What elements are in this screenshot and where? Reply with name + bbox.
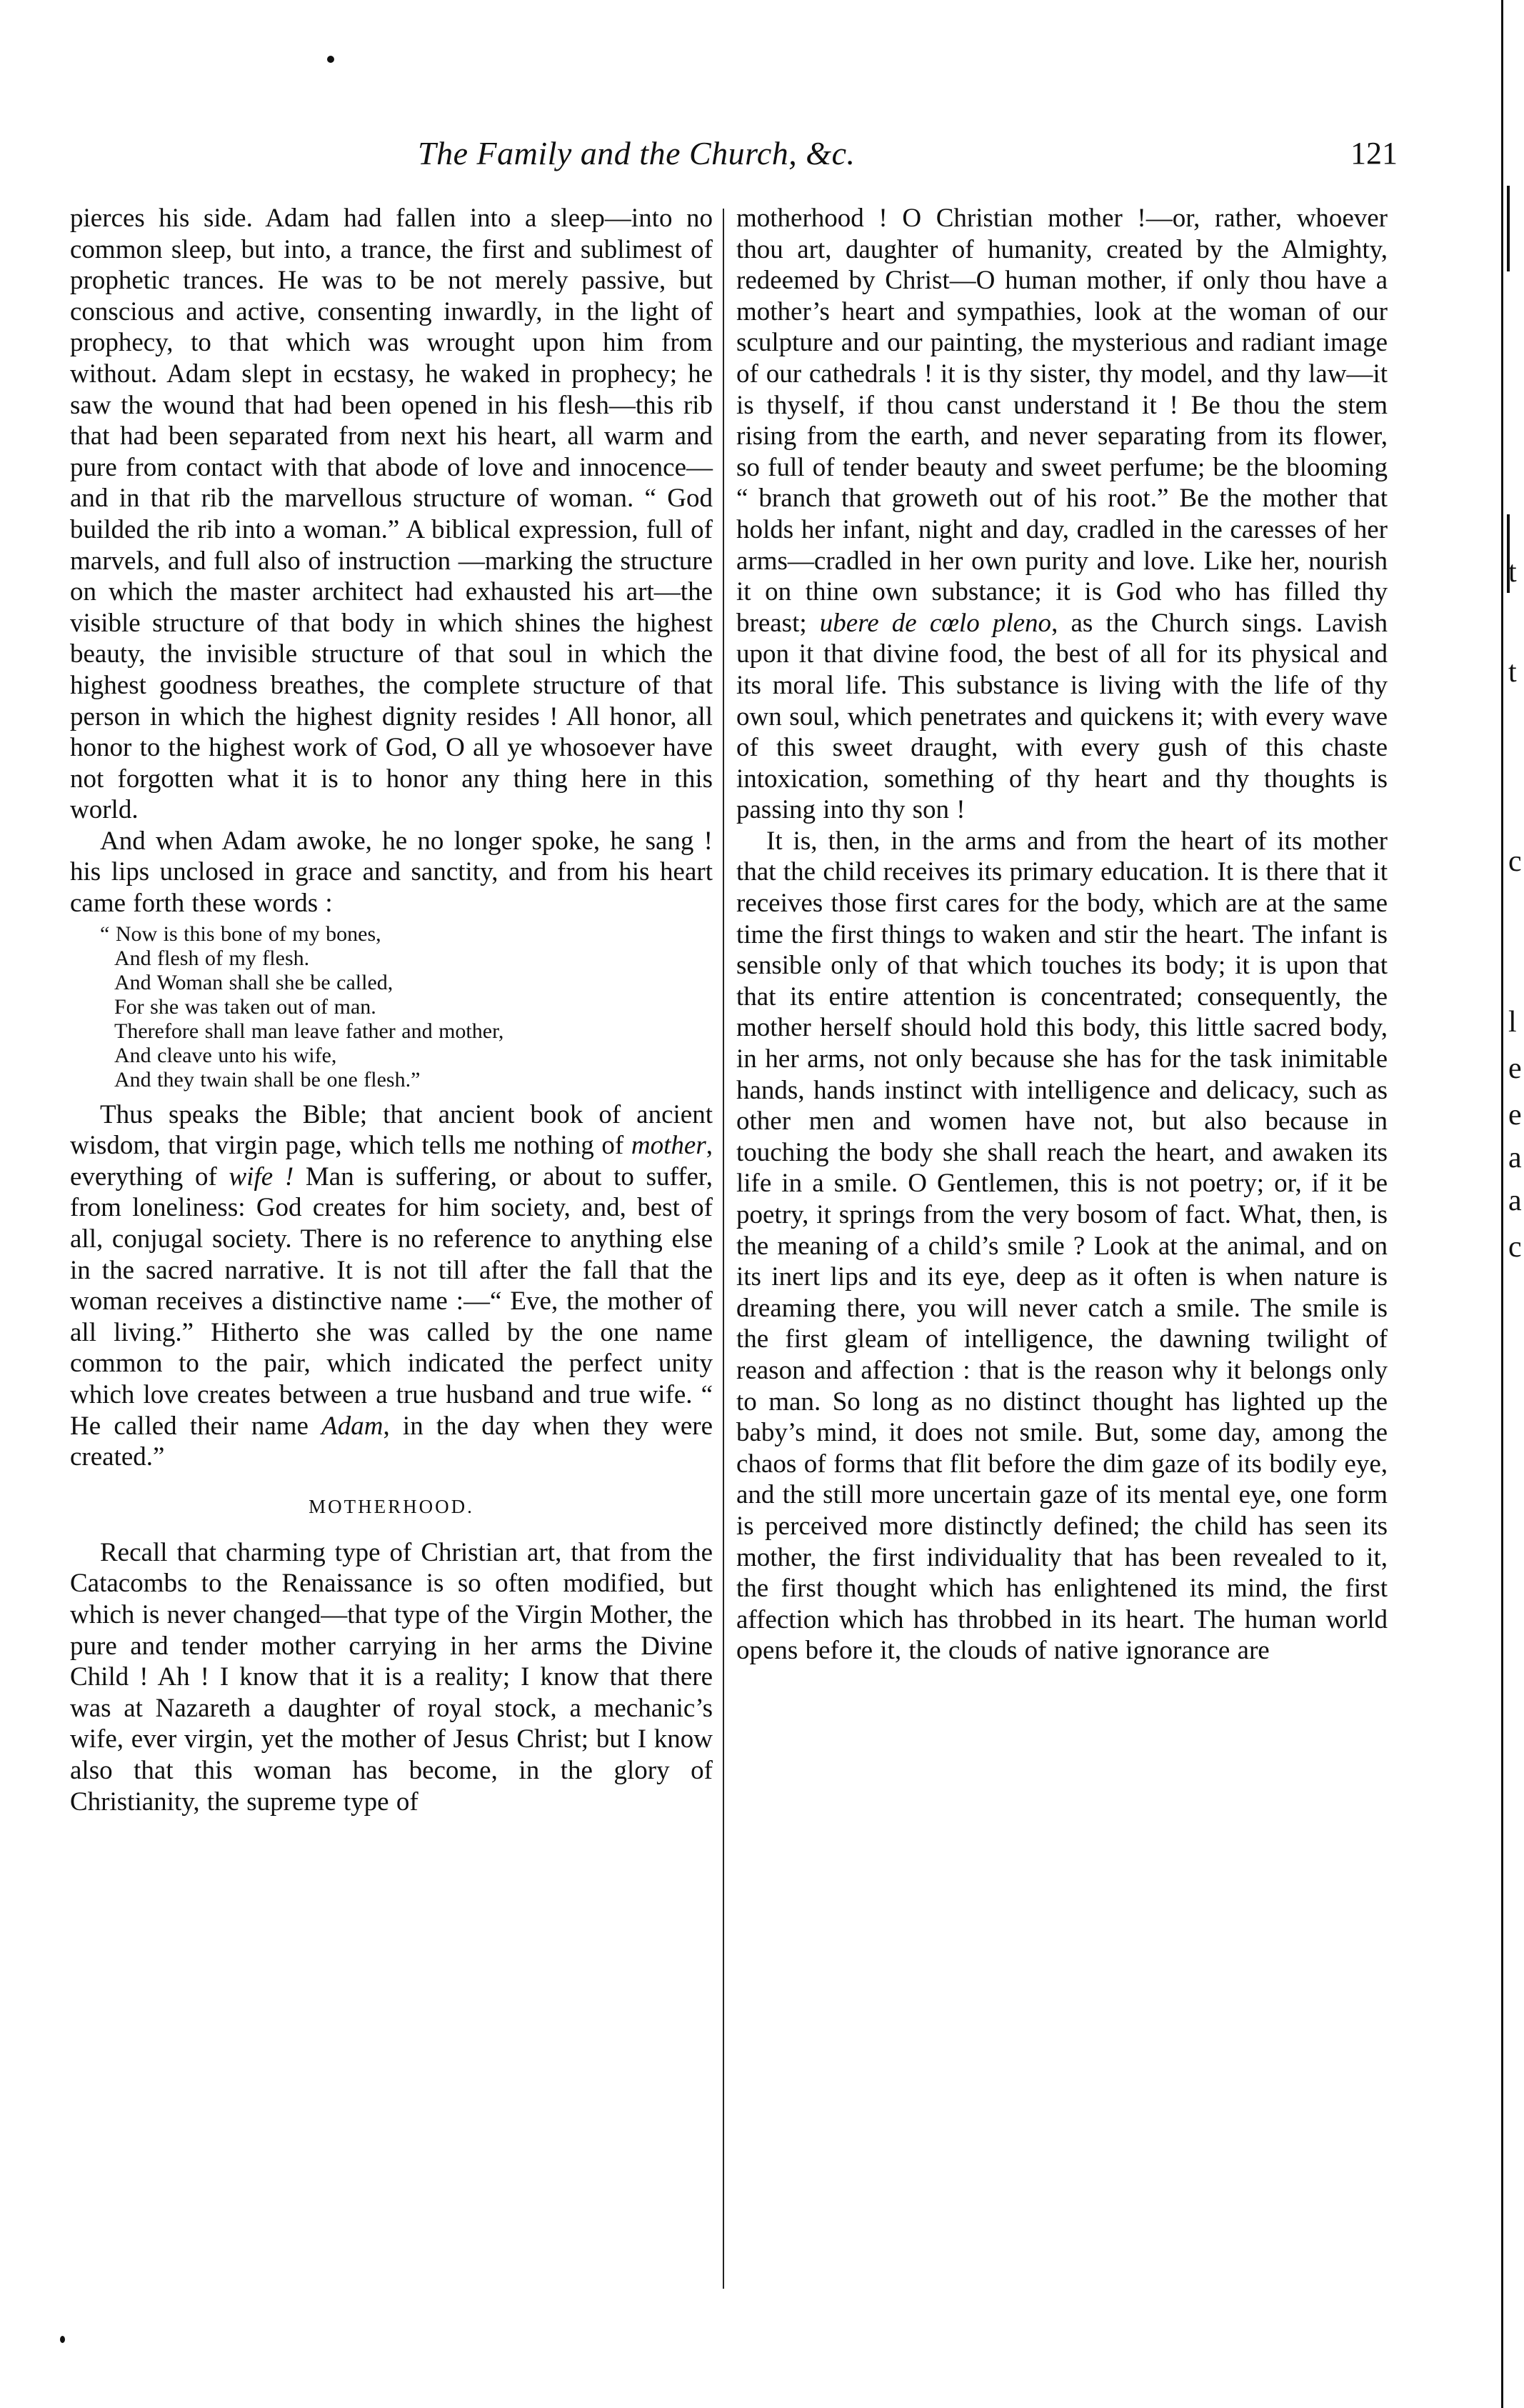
column-rule xyxy=(723,209,724,2289)
edge-fragment: t xyxy=(1508,556,1517,589)
verse-line: For she was taken out of man. xyxy=(114,994,376,1019)
emphasis: wife ! xyxy=(229,1161,294,1191)
left-column xyxy=(70,203,713,1817)
running-header xyxy=(418,129,1398,179)
emphasis: Adam xyxy=(321,1411,383,1441)
running-title: The Family and the Church, &c. xyxy=(418,135,856,171)
edge-fragment: e xyxy=(1508,1052,1522,1085)
edge-fragment: l xyxy=(1508,1006,1517,1039)
verse-line: And Woman shall she be called, xyxy=(114,970,393,994)
paragraph: Recall that charming type of Christian art, that from the Catacombs to the Renaissance is so often modified, but which is never changed—that type of the Virgin Mother, the pure and tender mother carrying in her arms the Divine Child ! Ah ! I know that it is a reality; I know that there was at Nazareth a daughter of royal stock, a mechanic’s wife, ever virgin, yet the mother of Jesus Christ; but I know also that this woman has become, in the glory of Christianity, the supreme type of xyxy=(70,1537,713,1817)
page-edge-rule xyxy=(1501,0,1503,2408)
verse-line: “ Now is this bone of my bones, xyxy=(100,921,381,946)
text-run: Man is suffering, or about to suffer, from loneliness: God creates for him society, and, best of all, conjugal society. There is no reference to anything else in the sacred narrative. It is not till after the fall that the woman receives a distinctive name :—“ Eve, the mother of all living.” Hitherto she was called by the one name common to the pair, which indicated the perfect unity which love creates between a true husband and true wife. “ He called their name xyxy=(70,1161,713,1441)
section-heading: MOTHERHOOD. xyxy=(309,1495,474,1517)
text-run: Thus speaks the Bible; that ancient book of ancient wisdom, that virgin page, which tells me nothing of xyxy=(70,1099,713,1161)
verse-line: Therefore shall man leave father and mother, xyxy=(114,1019,504,1043)
paragraph: pierces his side. Adam had fallen into a sleep—into no common sleep, but into, a trance, the first and sublimest of prophetic trances. He was to be not merely passive, but conscious and active, consenting inwardly, in the light of prophecy, to that which was wrought upon him from without. Adam slept in ecstasy, he waked in prophecy; he saw the wound that had been opened in his flesh—this rib that had been separated from next his heart, all warm and pure from contact with that abode of love and innocence—and in that rib the marvellous structure of woman. “ God builded the rib into a woman.” A biblical expression, full of marvels, and full also of instruction —marking the structure on which the master architect had exhausted his art—the visible structure of that body in which shines the highest beauty, the invisible structure of that soul in which the highest goodness breathes, the complete structure of that person in which the highest dignity resides ! All honor, all honor to the highest work of God, O all ye whosoever have not forgotten what it is to honor any thing here in this world. xyxy=(70,204,713,825)
page-number: 121 xyxy=(1350,136,1398,171)
edge-fragment: c xyxy=(1508,1231,1522,1264)
paragraph xyxy=(736,203,1388,826)
verse-line: And flesh of my flesh. xyxy=(114,946,310,970)
text-run: , everything of xyxy=(70,1131,713,1191)
paragraph: And when Adam awoke, he no longer spoke, he sang ! his lips unclosed in grace and sanctity, and from his heart came forth these words : xyxy=(70,826,713,919)
edge-fragment: a xyxy=(1508,1141,1522,1174)
edge-fragment: a xyxy=(1508,1184,1522,1217)
page-edge-mark xyxy=(1507,186,1510,271)
scripture-quote xyxy=(100,921,713,1092)
emphasis: ubere de cœlo pleno xyxy=(819,608,1052,638)
ink-speck xyxy=(60,2336,65,2343)
edge-fragment: c xyxy=(1508,845,1522,878)
paragraph xyxy=(70,1099,713,1473)
verse-line: And cleave unto his wife, xyxy=(114,1043,337,1067)
edge-fragment: t xyxy=(1508,656,1517,689)
paragraph: It is, then, in the arms and from the heart of its mother that the child receives its primary education. It is there that it receives those first cares for the body, which are at the same time the first things to waken and stir the heart. The infant is sensible only of that which touches its body; it is upon that that its entire attention is concentrated; consequently, the mother herself should hold this body, this little sacred body, in her arms, not only because she has for the task inimitable hands, hands instinct with intelligence and delicacy, such as other men and women have not, but also because in touching the body she shall reach the heart, and awaken its life in a smile. O Gentlemen, this is not poetry; or, if it be poetry, it springs from the very bosom of fact. What, then, is the meaning of a child’s smile ? Look at the animal, and on its inert lips and its eye, deep as it often is when nature is dreaming there, you will never catch a smile. The smile is the first gleam of intelligence, the dawning twilight of reason and affection : that is the reason why it belongs only to man. So long as no distinct thought has lighted up the baby’s mind, it does not smile. But, some day, among the chaos of forms that flit before the dim gaze of its bodily eye, and the still more uncertain gaze of its mental eye, one form is perceived more distinctly defined; the child has seen its mother, the first individuality that has been revealed to it, the first thought which has enlightened its mind, the first affection which has throbbed in its heart. The human world opens before it, the clouds of native ignorance are xyxy=(736,826,1388,1666)
text-run: , as the Church sings. Lavish upon it that divine food, the best of all for its physical and its moral life. This substance is living with the life of thy own soul, which penetrates and quickens it; with every wave of this sweet draught, with every gush of this chaste intoxication, something of thy heart and thy thoughts is passing into thy son ! xyxy=(736,608,1388,825)
verse-line: And they twain shall be one flesh.” xyxy=(114,1067,421,1091)
edge-fragment: e xyxy=(1508,1099,1522,1131)
text-run: , in the day when they were created.” xyxy=(70,1411,713,1472)
text-run: motherhood ! O Christian mother !—or, rather, whoever thou art, daughter of humanity, created by the Almighty, redeemed by Christ—O human mother, if only thou have a mother’s heart and sympathies, look at the woman of our sculpture and our painting, the mysterious and radiant image of our cathedrals ! it is thy sister, thy model, and thy law—it is thyself, if thou canst understand it ! Be thou the stem rising from the earth, and never separating from its flower, so full of tender beauty and sweet perfume; be the blooming “ branch that groweth out of his root.” Be the mother that holds her infant, night and day, cradled in the caresses of her arms—cradled in her own purity and love. Like her, nourish it on thine own substance; it is God who has filled thy breast; xyxy=(736,204,1388,638)
right-column xyxy=(736,203,1388,1667)
emphasis: mother xyxy=(631,1131,706,1161)
ink-speck xyxy=(327,56,334,63)
